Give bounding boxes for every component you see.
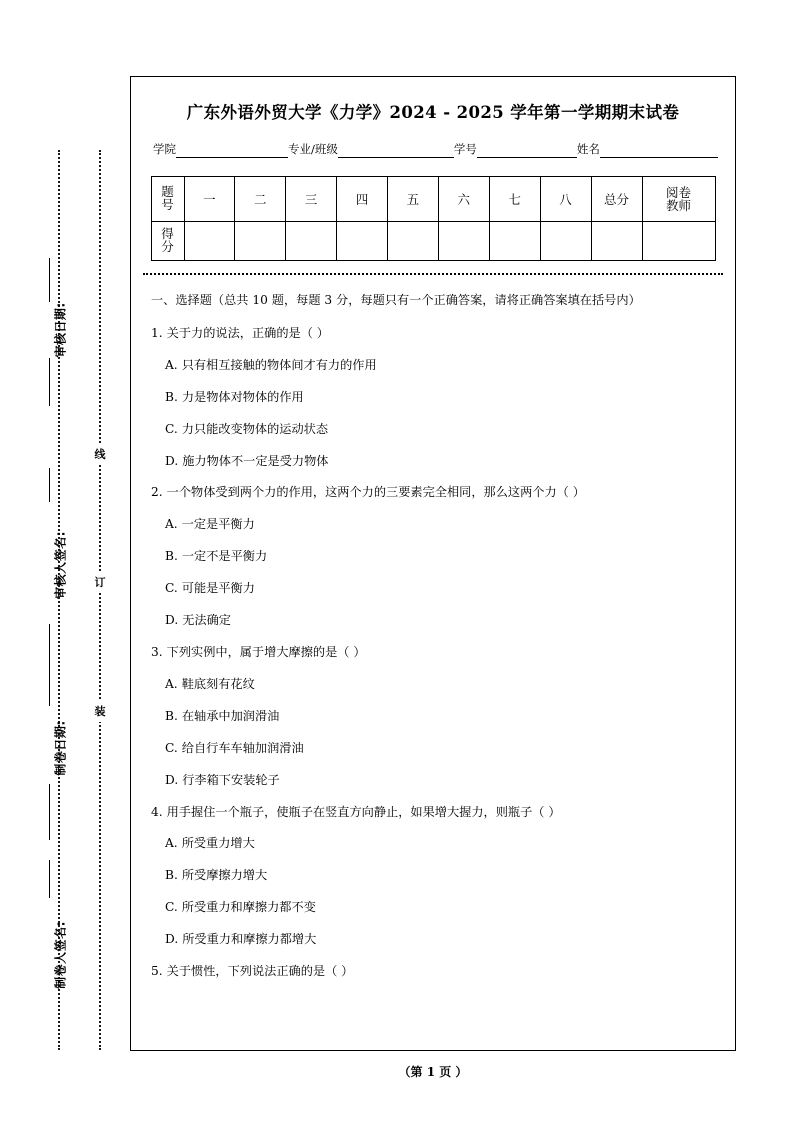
question-4-text: 用手握住一个瓶子，使瓶子在竖直方向静止，如果增大握力，则瓶子（ ） — [166, 804, 561, 819]
seam-char-xian: 线 — [92, 443, 108, 465]
row-label-score — [151, 222, 184, 261]
question-2-option-d-text: 无法确定 — [182, 613, 231, 628]
question-1-option-c[interactable] — [165, 420, 715, 439]
col-head-8: 八 — [540, 177, 591, 222]
row-label-question-no-char2: 号 — [161, 197, 174, 212]
binding-margin — [0, 0, 120, 1122]
question-4-option-d-text: 所受重力和摩擦力都增大 — [182, 932, 317, 947]
row-label-question-no-char1: 题 — [161, 184, 174, 200]
question-2-option-b-letter: B. — [165, 549, 178, 564]
question-3-option-b[interactable] — [165, 707, 715, 726]
question-3-option-a[interactable] — [165, 675, 715, 694]
question-3-stem — [151, 643, 715, 662]
input-student-id[interactable] — [477, 144, 577, 158]
seam-char-zhuang: 装 — [92, 700, 108, 722]
row-label-question-no — [151, 177, 184, 222]
question-5-number: 5. — [151, 964, 163, 979]
question-3-option-a-text: 鞋底刻有花纹 — [181, 676, 255, 691]
question-1-number: 1. — [151, 325, 163, 340]
col-head-grader — [642, 177, 715, 222]
rule-above-made-date — [49, 672, 50, 706]
question-2-stem — [151, 483, 715, 502]
question-2-option-b-text: 一定不是平衡力 — [181, 549, 268, 564]
col-head-7: 七 — [489, 177, 540, 222]
score-cell-8[interactable] — [540, 222, 591, 261]
input-student-name[interactable] — [600, 144, 718, 158]
question-3-option-b-text: 在轴承中加润滑油 — [181, 708, 280, 723]
question-3-option-d[interactable] — [165, 771, 715, 790]
dotted-separator — [143, 273, 723, 275]
question-1-option-a-text: 只有相互接触的物体间才有力的作用 — [181, 357, 377, 372]
question-5-text: 关于惯性，下列说法正确的是（ ） — [166, 964, 354, 979]
question-4-stem — [151, 803, 715, 822]
score-table-value-row — [151, 222, 715, 261]
page-footer — [130, 1063, 736, 1080]
student-info-row — [153, 141, 719, 158]
outer-dotted-rule — [58, 150, 60, 1050]
question-4-option-a-letter: A. — [165, 836, 178, 851]
rule-below-reviewer-sign — [49, 624, 50, 672]
question-2-text: 一个物体受到两个力的作用，这两个力的三要素完全相同，那么这两个力（ ） — [166, 485, 585, 500]
inner-dotted-rule — [99, 150, 101, 1050]
row-label-score-char2: 分 — [161, 239, 174, 254]
question-4-option-b[interactable] — [165, 866, 715, 885]
question-2-option-a-letter: A. — [165, 517, 178, 532]
score-cell-1[interactable] — [184, 222, 235, 261]
question-1-option-c-letter: C. — [165, 421, 178, 436]
col-head-grader-line2: 教师 — [665, 198, 691, 213]
question-1-stem — [151, 324, 715, 343]
label-student-name: 姓名 — [576, 142, 600, 156]
question-2-option-c-text: 可能是平衡力 — [181, 581, 255, 596]
input-college[interactable] — [176, 144, 288, 158]
rule-below-made-date — [49, 784, 50, 840]
field-college — [153, 141, 288, 158]
question-2-option-d-letter: D. — [165, 613, 179, 628]
question-1-option-c-text: 力只能改变物体的运动状态 — [181, 421, 329, 436]
question-1-option-a-letter: A. — [165, 357, 178, 372]
score-table-header-row — [151, 177, 715, 222]
question-5-stem — [151, 962, 715, 981]
question-4-option-b-text: 所受摩擦力增大 — [181, 868, 268, 883]
question-1-option-b[interactable] — [165, 388, 715, 407]
question-4-option-c[interactable] — [165, 898, 715, 917]
exam-sheet — [130, 76, 736, 1051]
question-3-option-a-letter: A. — [165, 676, 178, 691]
label-major-class: 专业/班级 — [288, 142, 338, 156]
score-cell-total[interactable] — [591, 222, 642, 261]
question-1-option-a[interactable] — [165, 356, 715, 375]
field-major-class — [288, 141, 454, 158]
question-4-option-a-text: 所受重力增大 — [181, 836, 255, 851]
field-student-id — [454, 141, 577, 158]
question-3-option-d-text: 行李箱下安装轮子 — [182, 772, 280, 787]
score-cell-4[interactable] — [337, 222, 388, 261]
margin-label-paper-maker-sign: 制卷人签名: — [53, 921, 68, 989]
exam-body — [151, 291, 715, 981]
col-head-total: 总分 — [591, 177, 642, 222]
col-head-3: 三 — [286, 177, 337, 222]
score-cell-grader[interactable] — [642, 222, 715, 261]
question-2-option-d[interactable] — [165, 611, 715, 630]
score-cell-3[interactable] — [286, 222, 337, 261]
rule-above-review-date — [49, 258, 50, 302]
section-heading-choice: 一、选择题（总共 10 题，每题 3 分，每题只有一个正确答案，请将正确答案填在括号内） — [151, 293, 641, 307]
question-3-option-c-letter: C. — [165, 740, 178, 755]
question-3-text: 下列实例中，属于增大摩擦的是（ ） — [166, 644, 366, 659]
label-student-id: 学号 — [453, 142, 477, 156]
score-table — [151, 176, 716, 261]
question-3-option-b-letter: B. — [165, 708, 178, 723]
margin-label-review-date: 审核日期: — [53, 302, 68, 358]
input-major-class[interactable] — [338, 144, 454, 158]
score-cell-7[interactable] — [489, 222, 540, 261]
score-cell-5[interactable] — [388, 222, 439, 261]
question-3-option-c[interactable] — [165, 739, 715, 758]
question-4-option-c-text: 所受重力和摩擦力都不变 — [181, 900, 316, 915]
question-4-option-a[interactable] — [165, 834, 715, 853]
question-4-option-d-letter: D. — [165, 932, 179, 947]
seam-char-ding: 订 — [92, 571, 108, 593]
col-head-1: 一 — [184, 177, 235, 222]
question-3-number: 3. — [151, 644, 163, 659]
score-cell-6[interactable] — [438, 222, 489, 261]
question-2-option-c[interactable] — [165, 579, 715, 598]
page-number-indicator: （第 1 页 ） — [398, 1065, 468, 1079]
margin-label-paper-made-date: 制卷日期: — [53, 720, 68, 776]
col-head-4: 四 — [337, 177, 388, 222]
question-2-option-a-text: 一定是平衡力 — [181, 517, 255, 532]
question-1-option-b-letter: B. — [165, 389, 178, 404]
col-head-5: 五 — [388, 177, 439, 222]
row-label-score-char1: 得 — [161, 226, 174, 242]
rule-above-maker-sign — [49, 860, 50, 898]
question-2-option-c-letter: C. — [165, 581, 178, 596]
question-1-option-d-letter: D. — [165, 453, 179, 468]
rule-above-reviewer-sign — [49, 468, 50, 502]
col-head-grader-line1: 阅卷 — [665, 184, 691, 200]
question-1-option-d-text: 施力物体不一定是受力物体 — [182, 453, 329, 468]
page-title: 广东外语外贸大学《力学》2024 - 2025 学年第一学期期末试卷 — [186, 103, 680, 122]
margin-label-reviewer-sign: 审核人签名: — [53, 531, 68, 599]
question-1-option-d[interactable] — [165, 452, 715, 471]
question-2-option-a[interactable] — [165, 515, 715, 534]
question-4-option-c-letter: C. — [165, 900, 178, 915]
rule-below-review-date — [49, 358, 50, 406]
question-1-option-b-text: 力是物体对物体的作用 — [181, 389, 304, 404]
score-cell-2[interactable] — [235, 222, 286, 261]
label-college: 学院 — [153, 142, 176, 156]
question-4-option-d[interactable] — [165, 930, 715, 949]
question-2-number: 2. — [151, 485, 163, 500]
question-2-option-b[interactable] — [165, 547, 715, 566]
col-head-6: 六 — [438, 177, 489, 222]
question-3-option-c-text: 给自行车车轴加润滑油 — [181, 740, 304, 755]
question-4-option-b-letter: B. — [165, 868, 178, 883]
question-3-option-d-letter: D. — [165, 772, 179, 787]
question-4-number: 4. — [151, 804, 163, 819]
field-student-name — [577, 141, 718, 158]
question-1-text: 关于力的说法，正确的是（ ） — [166, 325, 329, 340]
col-head-2: 二 — [235, 177, 286, 222]
